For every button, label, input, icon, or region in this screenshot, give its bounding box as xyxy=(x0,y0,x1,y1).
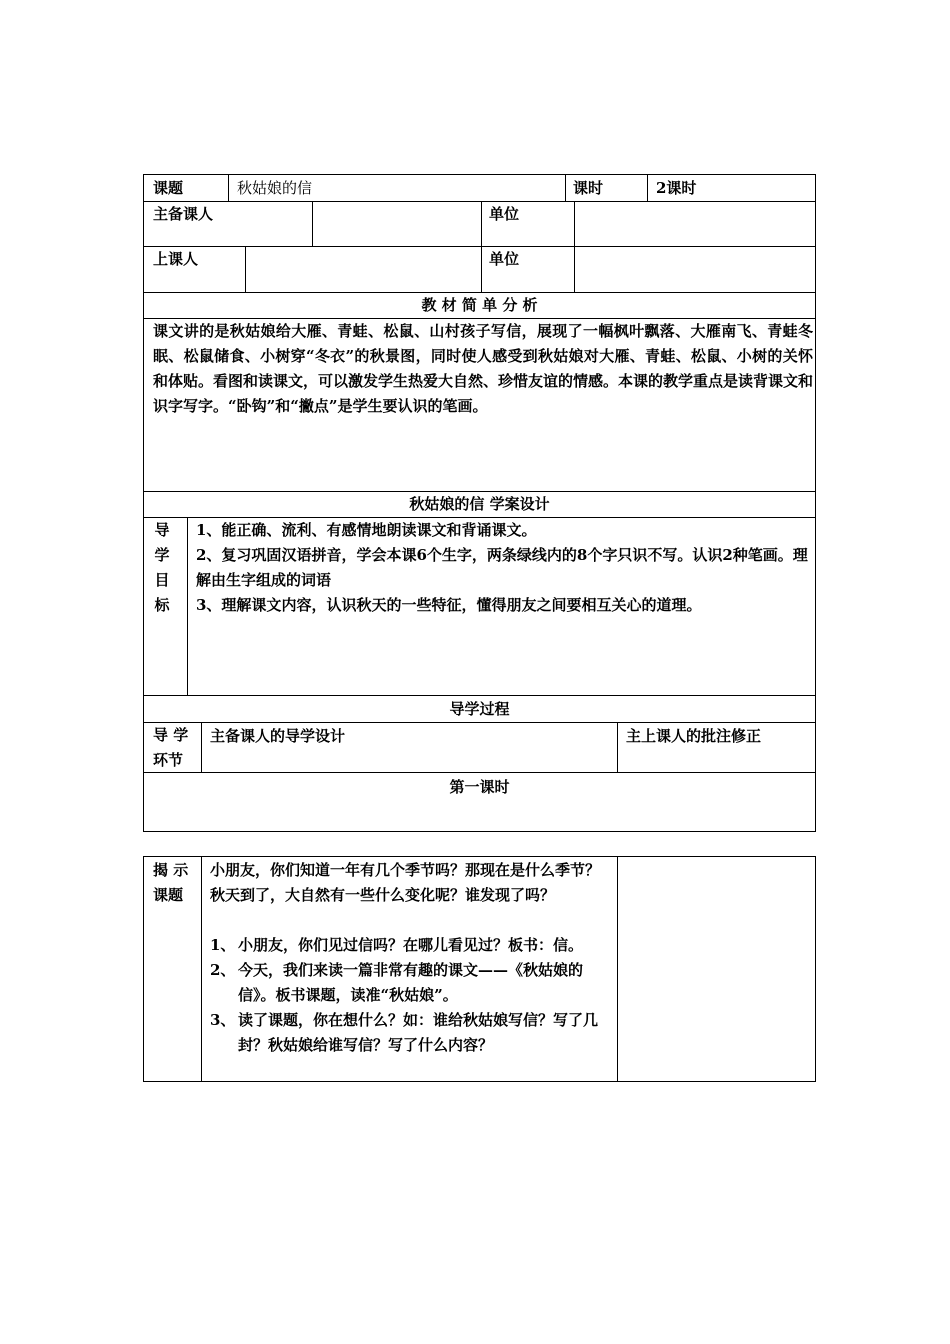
intro-paragraph: 小朋友，你们知道一年有几个季节吗？那现在是什么季节？秋天到了，大自然有一些什么变化呢？谁发现了吗？ xyxy=(210,861,601,904)
goal-3: 3、理解课文内容，认识秋天的一些特征，懂得朋友之间要相互关心的道理。 xyxy=(196,596,702,614)
topic-value: 秋姑娘的信 xyxy=(237,179,313,197)
intro-table: 揭 示 课题 小朋友，你们知道一年有几个季节吗？那现在是什么季节？秋天到了，大自然有一些什么变化呢？谁发现了吗？ 1、 小朋友，你们见过信吗？在哪儿看见过？板书：信。 2、 今天，我们来读一篇非常有趣的课文——《秋姑娘的信》。板书课题，读准“秋姑娘”。 3、 读了课题，你在想什么？如：谁给秋姑娘写信？写了几封？秋姑娘给谁写信？写了什么内容？ xyxy=(143,856,816,1082)
analysis-title: 教 材 简 单 分 析 xyxy=(421,296,538,314)
unit-label-2: 单位 xyxy=(489,250,520,268)
process-col-design: 主备课人的导学设计 xyxy=(210,727,346,745)
intro-label: 揭 示 课题 xyxy=(153,861,189,904)
goal-1: 1、能正确、流利、有感情地朗读课文和背诵课文。 xyxy=(196,521,537,539)
process-col-stage: 导 学 环节 xyxy=(153,726,189,769)
process-col-notes: 主上课人的批注修正 xyxy=(626,727,762,745)
preparer-label: 主备课人 xyxy=(153,205,214,223)
teacher-label: 上课人 xyxy=(153,250,199,268)
goal-2: 2、复习巩固汉语拼音，学会本课6个生字，两条绿线内的8个字只识不写。认识2种笔画。理解由生字组成的词语 xyxy=(196,546,808,589)
lesson-plan-table xyxy=(143,174,816,832)
process-title: 导学过程 xyxy=(449,700,510,718)
design-title: 秋姑娘的信 学案设计 xyxy=(409,495,550,513)
lesson-title: 第一课时 xyxy=(449,778,510,796)
unit-label-1: 单位 xyxy=(489,205,520,223)
goals-label: 导 学 目 标 xyxy=(154,521,170,614)
hours-label: 课时 xyxy=(573,179,604,197)
analysis-text: 课文讲的是秋姑娘给大雁、青蛙、松鼠、山村孩子写信，展现了一幅枫叶飘落、大雁南飞、青蛙冬眠、松鼠储食、小树穿“冬衣”的秋景图，同时使人感受到秋姑娘对大雁、青蛙、松鼠、小树的关怀和体贴。看图和读课文，可以激发学生热爱大自然、珍惜友谊的情感。本课的教学重点是读背课文和识字写字。“卧钩”和“撇点”是学生要认识的笔画。 xyxy=(153,322,814,415)
hours-value: 2课时 xyxy=(656,179,697,197)
topic-label: 课题 xyxy=(153,179,184,197)
